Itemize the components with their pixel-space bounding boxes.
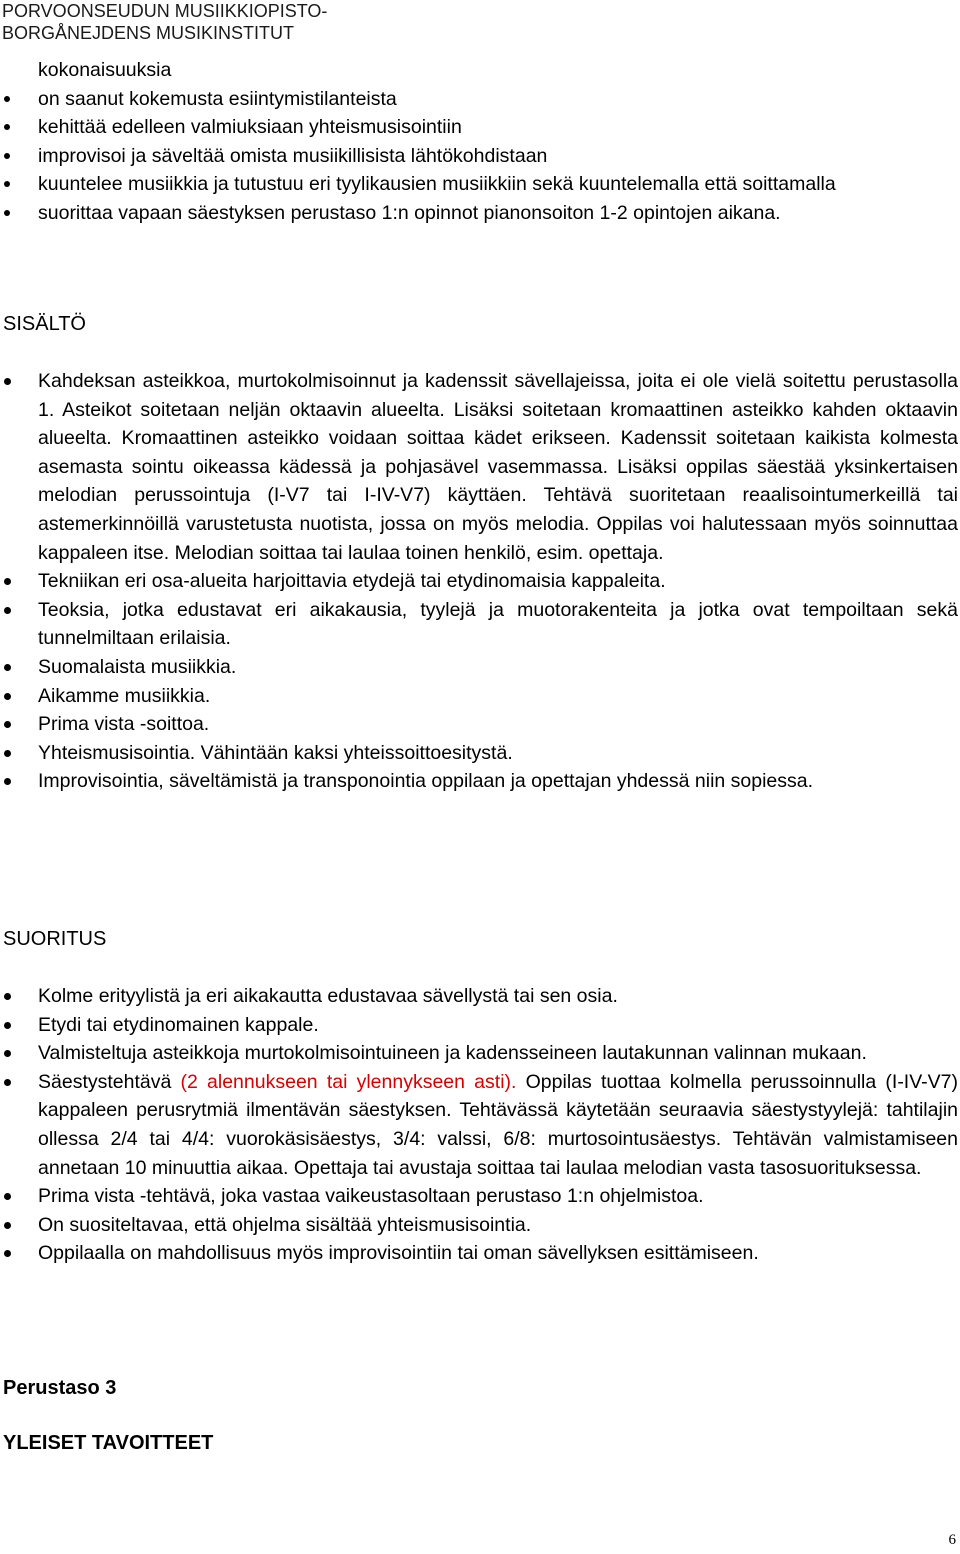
section-heading-performance: SUORITUS bbox=[3, 928, 107, 950]
content-list bbox=[0, 367, 960, 796]
list-item: on saanut kokemusta esiintymistilanteista bbox=[0, 85, 960, 114]
bullet-icon bbox=[4, 124, 10, 130]
bullet-icon bbox=[4, 578, 11, 585]
bullet-icon bbox=[4, 993, 11, 1000]
bullet-icon bbox=[4, 1193, 11, 1200]
header-institution-fi: PORVOONSEUDUN MUSIIKKIOPISTO- bbox=[2, 1, 328, 21]
list-item: Suomalaista musiikkia. bbox=[0, 653, 960, 682]
list-item: Valmisteltuja asteikkoja murtokolmisointuineen ja kadensseineen lautakunnan valinnan mukaan. bbox=[0, 1039, 960, 1068]
goals-list-continued bbox=[0, 56, 960, 228]
list-item: Teoksia, jotka edustavat eri aikakausia, tyylejä ja muotorakenteita ja jotka ovat tempoiltaan sekä tunnelmiltaan erilaisia. bbox=[0, 596, 960, 653]
bullet-icon bbox=[4, 1079, 11, 1086]
list-item: Oppilaalla on mahdollisuus myös improvisointiin tai oman sävellyksen esittämiseen. bbox=[0, 1239, 960, 1268]
list-item: Aikamme musiikkia. bbox=[0, 682, 960, 711]
bullet-icon bbox=[4, 1250, 11, 1257]
bullet-icon bbox=[4, 664, 11, 671]
list-item: Prima vista -tehtävä, joka vastaa vaikeustasoltaan perustaso 1:n ohjelmistoa. bbox=[0, 1182, 960, 1211]
document-header bbox=[2, 0, 327, 44]
bullet-icon bbox=[4, 1222, 11, 1229]
bullet-icon bbox=[4, 693, 11, 700]
bullet-icon bbox=[4, 378, 11, 385]
section-heading-content: SISÄLTÖ bbox=[3, 313, 86, 335]
bullet-icon bbox=[4, 181, 10, 187]
bullet-icon bbox=[4, 1050, 11, 1057]
page-number: 6 bbox=[948, 1532, 956, 1548]
highlighted-text: (2 alennukseen tai ylennykseen asti). bbox=[180, 1070, 517, 1093]
list-item: Kolme erityylistä ja eri aikakautta edustavaa sävellystä tai sen osia. bbox=[0, 982, 960, 1011]
performance-list bbox=[0, 982, 960, 1268]
level-heading: Perustaso 3 bbox=[3, 1377, 117, 1399]
bullet-icon bbox=[4, 721, 11, 728]
header-institution-sv: BORGÅNEJDENS MUSIKINSTITUT bbox=[2, 23, 295, 43]
bullet-icon bbox=[4, 750, 11, 757]
bullet-icon bbox=[4, 96, 10, 102]
list-item: Säestystehtävä (2 alennukseen tai ylennykseen asti). Oppilas tuottaa kolmella perussoinnulla (I-IV-V7) kappaleen perusrytmiä ilmentävän säestyksen. Tehtävässä käytetään seuraavia säestystyylejä: tahtilajin ollessa 2/4 tai 4/4: vuorokäsisäestys, 3/4: valssi, 6/8: murtosointusäestys. Tehtävän valmistamiseen annetaan 10 minuuttia aikaa. Opettaja tai avustaja soittaa tai laulaa melodian vasta tasosuorituksessa. bbox=[0, 1068, 960, 1182]
bullet-icon bbox=[4, 210, 10, 216]
list-item: Kahdeksan asteikkoa, murtokolmisoinnut ja kadenssit sävellajeissa, joita ei ole vielä soitettu perustasolla 1. Asteikot soitetaan neljän oktaavin alueelta. Lisäksi soitetaan kromaattinen asteikko kahden oktaavin alueelta. Kromaattinen asteikko voidaan soittaa kädet erikseen. Kadenssit soitetaan kaikista kolmesta asemasta sointu oikeassa kädessä ja pohjasävel vasemmassa. Lisäksi oppilas säestää yksinkertaisen melodian perussointuja (I-V7 tai I-IV-V7) käyttäen. Tehtävä suoritetaan reaalisointumerkeillä tai astemerkinnöillä varustetusta nuotista, jossa on myös melodia. Oppilas voi halutessaan myös soinnuttaa kappaleen itse. Melodian soittaa tai laulaa toinen henkilö, esim. opettaja. bbox=[0, 367, 960, 567]
section-heading-general-goals: YLEISET TAVOITTEET bbox=[3, 1432, 214, 1454]
list-item: Etydi tai etydinomainen kappale. bbox=[0, 1011, 960, 1040]
list-item: Prima vista -soittoa. bbox=[0, 710, 960, 739]
bullet-icon bbox=[4, 153, 10, 159]
bullet-icon bbox=[4, 607, 11, 614]
list-item: improvisoi ja säveltää omista musiikillisista lähtökohdistaan bbox=[0, 142, 960, 171]
list-item: Improvisointia, säveltämistä ja transponointia oppilaan ja opettajan yhdessä niin sopiessa. bbox=[0, 767, 960, 796]
bullet-icon bbox=[4, 778, 11, 785]
list-item: kehittää edelleen valmiuksiaan yhteismusisointiin bbox=[0, 113, 960, 142]
list-item: suorittaa vapaan säestyksen perustaso 1:n opinnot pianonsoiton 1-2 opintojen aikana. bbox=[0, 199, 960, 228]
list-item: kuuntelee musiikkia ja tutustuu eri tyylikausien musiikkiin sekä kuuntelemalla että soittamalla bbox=[0, 170, 960, 199]
list-item-continuation: kokonaisuuksia bbox=[38, 59, 172, 81]
list-item: Yhteismusisointia. Vähintään kaksi yhteissoittoesitystä. bbox=[0, 739, 960, 768]
list-item: On suositeltavaa, että ohjelma sisältää yhteismusisointia. bbox=[0, 1211, 960, 1240]
bullet-icon bbox=[4, 1022, 11, 1029]
list-item: Tekniikan eri osa-alueita harjoittavia etydejä tai etydinomaisia kappaleita. bbox=[0, 567, 960, 596]
